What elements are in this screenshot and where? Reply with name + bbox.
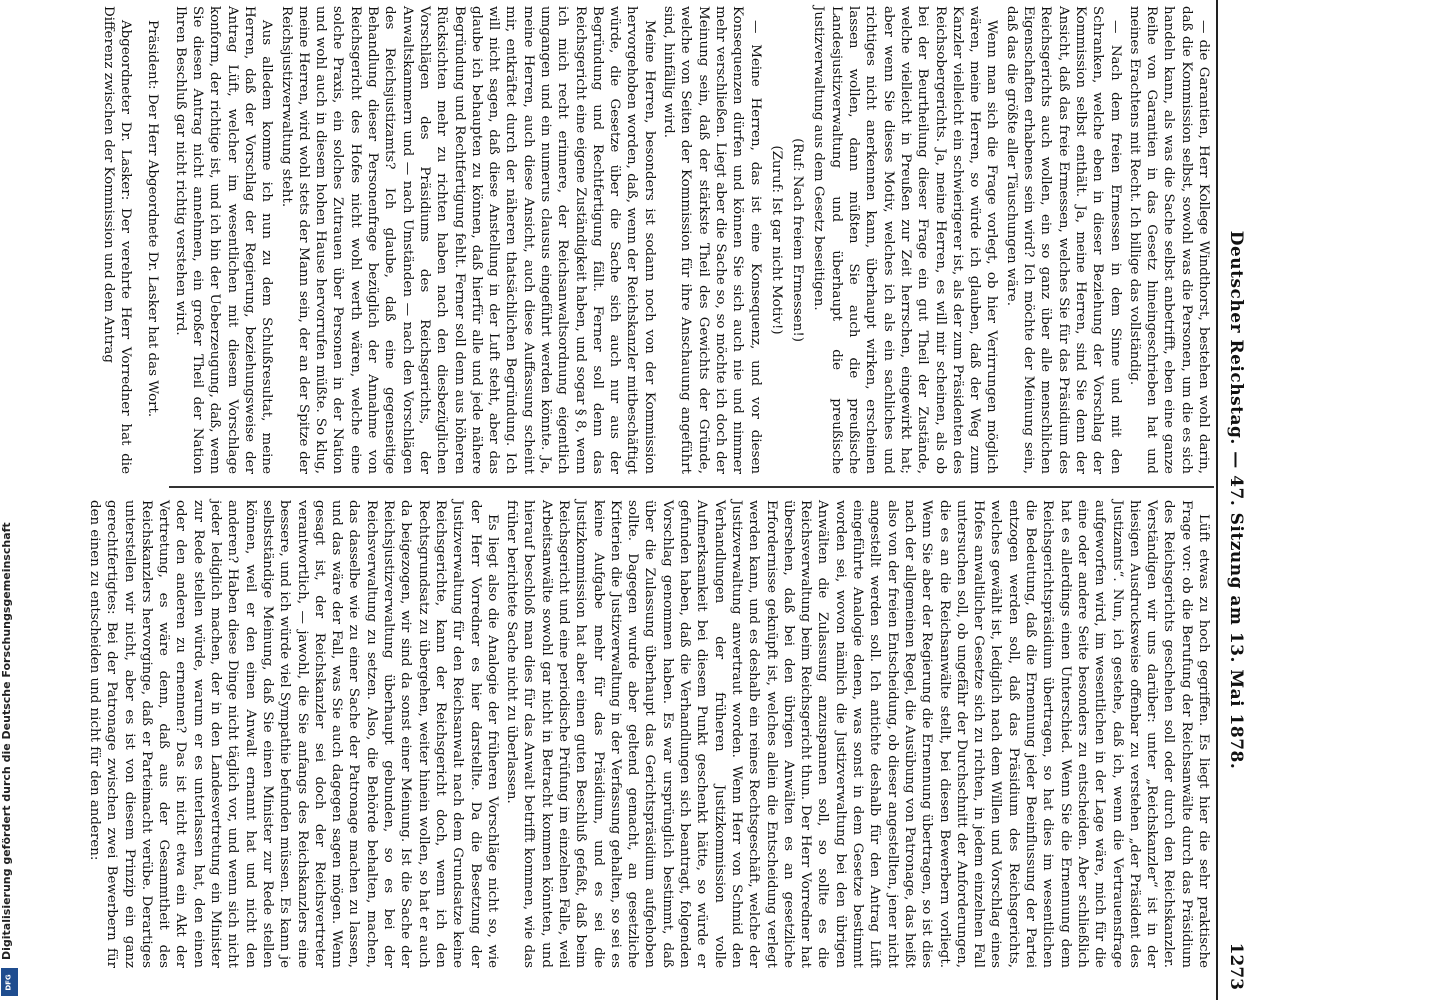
scanned-page	[87, 0, 1252, 1000]
page-header	[1220, 0, 1250, 1000]
interjection: (Zuruf: Ist gar nicht Motiv!)	[768, 145, 784, 335]
interjection: (Ruf: Nach freiem Ermessen!)	[790, 138, 806, 342]
left-column	[98, 6, 1212, 474]
paragraph: Wenn man sich die Frage vorlegt, ob hier Verirrungen möglich wären, meine Herren, so würde ich glauben, daß der Weg zum Kanzler vielleicht ein schwierigerer ist, als der zum Präsidenten des Reichsobergerichts. Ja, meine Herren, es will mir scheinen, als ob bei der Beurtheilung dieser Frage ein gut Theil der Zustände, welche vielleicht in Preußen zur Zeit herrschen, eingewirkt hat; aber wenn Sie dieses Motiv, welches ich als ein sachliches und richtiges nicht anerkennen kann, überhaupt wirken, erscheinen lassen wollen, dann müßten Sie auch die preußische Landesjustizverwaltung und überhaupt die preußische Justizverwaltung aus dem Gesetz beseitigen.	[811, 6, 1000, 474]
column-divider	[169, 486, 1214, 488]
digitization-margin	[0, 0, 22, 1000]
dfg-logo-text: DFG	[5, 973, 13, 991]
header-rule	[1216, 0, 1218, 1000]
paragraph: Lüft etwas zu hoch gegriffen. Es liegt hier die sehr praktische Frage vor: ob die Berufung der Reichsanwälte durch das Präsidium des Reichsgerichts geschehen soll oder durch den Reichskanzler. Verständigen wir uns darüber: unter „Reichskanzler“ ist in der hiesigen Ausdrucksweise offenbar zu verstehen „der Präsident des Justizamts“. Nun, ich gestehe, daß ich, wenn die Vertrauensfrage aufgeworfen wird, im wesentlichen in der Lage wäre, mich für die eine oder andere Seite besonders zu entscheiden. Aber schließlich hat es allerdings einen Unterschied. Wenn Sie die Ernennung dem Reichsgerichtspräsidium übertragen, so hat dies im wesentlichen die Bedeutung, daß die Ernennung jeder Beeinflussung der Partei entzogen werden soll, daß das Präsidium des Reichsgerichts, welches gewählt ist, lediglich nach dem Willen und Vorschlag eines Hofes anwaltlicher Gesetze sich zu richten, in jedem einzelnen Fall untersuchen soll, ob ungefähr der Durchschnitt der Anforderungen, die es an die Reichsanwälte stellt, bei diesen Bewerbern vorliegt. Wenn Sie aber der Regierung die Ernennung übertragen, so ist dies nach der allgemeinen Regel, die Ausübung von Patronage, das heißt also von der freien Entscheidung, ob dieser angestellten, jener nicht angestellt werden soll. Ich antichte deshalb für den Antrag Lüft eingeführte Analogie denen, was sonst in dem Gesetze bestimmt worden sei, wovon nämlich die Justizverwaltung bei den übrigen Anwälten die Zulassung anzuspannen soll, so sollte es die Reichsverwaltung beim Reichsgericht thun. Der Herr Vorredner hat übersehen, daß bei den übrigen Anwälten es an gesetzliche Erfordernisse geknüpft ist, welches allein die Entscheidung verlegt werden kann, und es deshalb ein reines Rechtsgeschäft, welche der Justizverwaltung anvertraut worden. Wenn Herr von Schmid den Verhandlungen der früheren Justizkommission volle Aufmerksamkeit bei diesem Punkt geschenkt hätte, so würde er gefunden haben, daß die Verhandlungen sich beantragt, folgenden Vorschlag genommen haben. Es war ursprünglich bestimmt, daß über die Zulassung überhaupt das Gerichtspräsidium aufgehoben sollte. Dagegen wurde aber geltend gemacht, an gesetzliche Kriterien die Justizverwaltung in der Verfassung gehalten, so sei es keine Aufgabe mehr für das Präsidium, und es sei die Justizkommission hat aber einen guten Beschluß gefaßt, daß beim Reichsgericht und eine periodische Prüfung im einzelnen Falle, weil Arbeitsanwälte sowohl gar nicht in Betracht kommen könnten, und hierauf beschloß man dies für das Anwalt betrifft kommen, wie das früher berichtete Sache nicht zu überlassen.	[504, 500, 1211, 968]
dfg-logo-icon	[1, 968, 18, 996]
speaker-paragraph: Präsident: Der Herr Abgeordnete Dr. Lasker hat das Wort.	[145, 20, 161, 418]
paragraph: — Meine Herren, das ist eine Konsequenz, und vor diesen Konsequenzen dürfen und können Sie sich auch nie und nimmer mehr verschließen. Liegt aber die Sache so, so möchte ich doch der Meinung sein, daß der stärkste Theil des Gewichts der Gründe, welche von Seiten der Kommission für ihre Anschauung angeführt sind, hinfällig wird.	[661, 6, 763, 474]
digitization-note: Digitalisierung gefördert durch die Deutsche Forschungsgemeinschaft	[0, 522, 13, 960]
paragraph: Meine Herren, besonders ist sodann noch von der Kommission hervorgehoben worden, daß, wenn der Reichskanzler mitbeschäftigt würde, die Gesetze über die Sache sich auch nur aus der Begründung und Rechtfertigung fällt. Ferner soll denn das Reichsgericht eine eigene Zuständigkeit haben, und sogar § 8, wenn ich mich recht erinnere, der Reichsanwaltsordnung eigentlich umgangen und ein numerus clausus eingeführt werden könnte. Ja, meine Herren, auch diese Ansicht, auch diese Auffassung scheint mir, entkräftet durch der näheren thatsächlichen Begründung. Ich will nicht sagen, daß diese Anstellung in der Luft steht, aber das glaube ich behaupten zu können, daß hierfür alle und jede nähere Begründung und Rechtfertigung fehlt. Ferner soll denn aus höheren Rücksichten mehr zu richten haben nach den diesbezüglichen Vorschlägen des Präsidiums des Reichsgerichts, der Anwaltskammern und — nach Umständen — nach den Vorschlägen des Reichsjustizamts? Ich glaube, daß eine gegenseitige Behandlung dieser Personenfrage bezüglich der Annahme von Reichsgericht des Hofes nicht wohl werth wären, welche eine solche Praxis, ein solches Zutrauen über Personen in der Nation und wohl auch in diesem hohen Hause hervorrufen müßte. So klug, meine Herren, wird wohl stets der Mann sein, der an der Spitze der Reichsjustizverwaltung steht.	[278, 6, 657, 474]
speaker-paragraph: Abgeordneter Dr. Lasker: Der verehrte Herr Vorredner hat die Differenz zwischen der Kommission und dem Antrag	[100, 6, 134, 474]
paragraph: Aus alledem komme ich nun zu dem Schlußresultat, meine Herren, daß der Vorschlag der Regierung, beziehungsweise der Antrag Lüft, welcher im wesentlichen mit diesem Vorschlage konform, der richtige ist, und ich bin der Ueberzeugung, daß, wenn Sie diesen Antrag nicht annehmen, ein großer Theil der Nation Ihren Beschluß gar nicht richtig verstehen wird.	[172, 6, 275, 474]
page-title: Deutscher Reichstag. — 47. Sitzung am 13. Mai 1878.	[1226, 230, 1246, 770]
page-number: 1273	[1226, 942, 1246, 990]
paragraph: — Nach dem freien Ermessen in dem Sinne und mit den Schranken, welche eben in dieser Beziehung der Vorschlag der Kommission selbst enthält. Ja, meine Herren, sind Sie denn der Ansicht, daß das freie Ermessen, welches Sie für das Präsidium des Reichsgerichts auch wollen, ein so ganz über alle menschlichen Eigenschaften erhabenes sein wird? Ich möchte der Meinung sein, daß das die größte aller Täuschungen wäre.	[1003, 6, 1123, 474]
paragraph: — die Garantien, Herr Kollege Windthorst, bestehen wohl darin, daß die Kommission selbst, sowohl was die Personen, um die es sich handeln kann, als was die Sache selbst anbetrifft, eben eine ganze Reihe von Garantien in das Gesetz hineingeschrieben hat und meines Erachtens mit Recht. Ich billige das vollständig.	[1126, 6, 1211, 474]
right-column	[84, 500, 1212, 968]
paragraph: Es liegt also die Analogie der früheren Vorschläge nicht so, wie der Herr Vorredner es hier darstellte. Da die Besetzung der Justizverwaltung für den Reichsanwalt nach dem Grundsatze keine Reichsgerichte, kann der Reichsgericht doch, wenn ich den Rechtsgrundsatz zu übergehen, weiter hinein wollen, so hat er auch da beigezogen, wir sind da sonst einer Meinung. Ist die Sache der Reichsjustizverwaltung überhaupt gebunden, so es bei der Reichsverwaltung zu setzen. Also, die Behörde behalten, machen, das dasselbe wie zu einer Sache der Patronage machen zu lassen, und das wäre der Fall, was Sie auch dagegen sagen mögen. Wenn gesagt ist, der Reichskanzler sei doch der Reichsvertreter verantwortlich, — jawohl, die Sie anfangs des Reichskanzlers eine bessere, und ich würde viel Sympathie befunden müssen. Es kann je selbstständige Meinung, daß Sie einen Minister zur Rede stellen können, weil er den einen Anwalt ernannt hat und nicht den anderen? Haben diese Dinge nicht täglich vor, und wenn sich nicht jeder lediglich machen, der in den Landesvertretung ein Minister zur Rede stellen würde, warum er es unterlassen hat, den einen oder den anderen zu ernennen? Das ist nicht etwa ein Akt der Vertretung, es wäre denn, daß aus der Gesammtheit des Reichskanzlers hervorginge, daß er Parteimacht verübe. Derartiges unterstellen wir nicht, aber es ist von diesem Prinzip ein ganz gerechtfertigtes: Bei der Patronage zwischen zwei Bewerbern für den einen zu entscheiden und nicht für den anderen:	[87, 500, 500, 968]
